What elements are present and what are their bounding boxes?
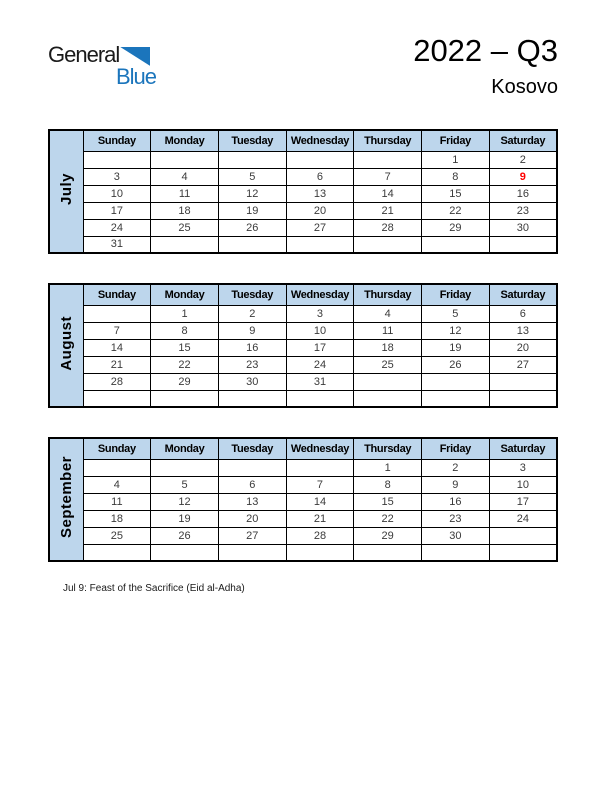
weekday-header-wednesday: Wednesday [286,130,354,151]
day-cell-august-18: 18 [354,339,422,356]
empty-cell [286,390,354,407]
page-title: 2022 – Q3 [413,33,558,68]
week-row [49,305,557,322]
weekday-header-row [49,438,557,459]
empty-cell [286,459,354,476]
weekday-header-friday: Friday [422,284,490,305]
month-label-text: September [57,455,75,539]
day-cell-august-14: 14 [83,339,151,356]
empty-cell [489,390,557,407]
day-cell-july-21: 21 [354,202,422,219]
empty-cell [354,236,422,253]
day-cell-september-26: 26 [151,527,219,544]
week-row [49,151,557,168]
title-block [413,34,558,99]
day-cell-september-8: 8 [354,476,422,493]
day-cell-july-7: 7 [354,168,422,185]
day-cell-september-12: 12 [151,493,219,510]
weekday-header-tuesday: Tuesday [218,284,286,305]
day-cell-september-17: 17 [489,493,557,510]
day-cell-july-25: 25 [151,219,219,236]
day-cell-september-2: 2 [422,459,490,476]
day-cell-july-24: 24 [83,219,151,236]
day-cell-august-25: 25 [354,356,422,373]
weekday-header-wednesday: Wednesday [286,438,354,459]
weekday-header-monday: Monday [151,130,219,151]
empty-cell [354,373,422,390]
empty-cell [218,151,286,168]
empty-cell [83,305,151,322]
day-cell-august-2: 2 [218,305,286,322]
weekday-header-sunday: Sunday [83,284,151,305]
day-cell-august-26: 26 [422,356,490,373]
day-cell-august-5: 5 [422,305,490,322]
day-cell-july-2: 2 [489,151,557,168]
day-cell-july-4: 4 [151,168,219,185]
day-cell-august-6: 6 [489,305,557,322]
weekday-header-saturday: Saturday [489,130,557,151]
weekday-header-monday: Monday [151,438,219,459]
day-cell-september-14: 14 [286,493,354,510]
week-row [49,476,557,493]
day-cell-july-11: 11 [151,185,219,202]
day-cell-august-20: 20 [489,339,557,356]
day-cell-august-16: 16 [218,339,286,356]
day-cell-july-18: 18 [151,202,219,219]
week-row [49,356,557,373]
holiday-note: Jul 9: Feast of the Sacrifice (Eid al-Adha) [63,583,245,594]
weekday-header-thursday: Thursday [354,130,422,151]
weekday-header-row [49,284,557,305]
empty-cell [489,527,557,544]
empty-cell [354,151,422,168]
empty-cell [489,373,557,390]
day-cell-august-27: 27 [489,356,557,373]
day-cell-september-23: 23 [422,510,490,527]
day-cell-august-11: 11 [354,322,422,339]
weekday-header-tuesday: Tuesday [218,130,286,151]
empty-cell [151,544,219,561]
day-cell-july-14: 14 [354,185,422,202]
weekday-header-monday: Monday [151,284,219,305]
week-row [49,493,557,510]
calendar-grid-july [48,129,558,254]
week-row [49,390,557,407]
week-row [49,202,557,219]
empty-cell [83,151,151,168]
day-cell-july-8: 8 [422,168,490,185]
empty-cell [422,373,490,390]
empty-cell [151,459,219,476]
week-row [49,510,557,527]
day-cell-july-22: 22 [422,202,490,219]
day-cell-august-21: 21 [83,356,151,373]
day-cell-september-22: 22 [354,510,422,527]
day-cell-september-9: 9 [422,476,490,493]
empty-cell [218,236,286,253]
month-label-text: August [57,315,75,371]
day-cell-september-5: 5 [151,476,219,493]
day-cell-september-30: 30 [422,527,490,544]
weekday-header-thursday: Thursday [354,284,422,305]
day-cell-september-21: 21 [286,510,354,527]
empty-cell [218,390,286,407]
day-cell-august-15: 15 [151,339,219,356]
day-cell-july-13: 13 [286,185,354,202]
logo-line1 [48,44,156,66]
day-cell-september-3: 3 [489,459,557,476]
day-cell-july-28: 28 [354,219,422,236]
general-blue-logo [48,44,156,88]
day-cell-september-4: 4 [83,476,151,493]
day-cell-august-3: 3 [286,305,354,322]
day-cell-august-4: 4 [354,305,422,322]
day-cell-july-29: 29 [422,219,490,236]
empty-cell [83,544,151,561]
week-row [49,219,557,236]
month-label-text: July [57,172,75,205]
empty-cell [151,151,219,168]
day-cell-july-19: 19 [218,202,286,219]
day-cell-july-30: 30 [489,219,557,236]
weekday-header-friday: Friday [422,130,490,151]
day-cell-august-17: 17 [286,339,354,356]
day-cell-july-17: 17 [83,202,151,219]
day-cell-september-1: 1 [354,459,422,476]
month-table-august [48,283,558,408]
day-cell-september-15: 15 [354,493,422,510]
empty-cell [422,544,490,561]
empty-cell [422,236,490,253]
day-cell-july-3: 3 [83,168,151,185]
empty-cell [83,459,151,476]
empty-cell [489,236,557,253]
day-cell-august-10: 10 [286,322,354,339]
day-cell-july-15: 15 [422,185,490,202]
day-cell-september-20: 20 [218,510,286,527]
day-cell-july-23: 23 [489,202,557,219]
day-cell-september-18: 18 [83,510,151,527]
weekday-header-saturday: Saturday [489,438,557,459]
day-cell-july-31: 31 [83,236,151,253]
day-cell-july-20: 20 [286,202,354,219]
day-cell-july-5: 5 [218,168,286,185]
day-cell-august-9: 9 [218,322,286,339]
day-cell-july-10: 10 [83,185,151,202]
day-cell-july-26: 26 [218,219,286,236]
week-row [49,185,557,202]
logo-text-general: General [48,42,120,67]
day-cell-august-8: 8 [151,322,219,339]
day-cell-august-29: 29 [151,373,219,390]
month-label [49,284,83,407]
day-cell-august-31: 31 [286,373,354,390]
day-cell-august-30: 30 [218,373,286,390]
day-cell-july-9: 9 [489,168,557,185]
day-cell-september-19: 19 [151,510,219,527]
week-row [49,527,557,544]
day-cell-july-16: 16 [489,185,557,202]
weekday-header-row [49,130,557,151]
weekday-header-friday: Friday [422,438,490,459]
empty-cell [489,544,557,561]
empty-cell [422,390,490,407]
day-cell-august-12: 12 [422,322,490,339]
day-cell-september-27: 27 [218,527,286,544]
weekday-header-sunday: Sunday [83,130,151,151]
empty-cell [354,390,422,407]
weekday-header-wednesday: Wednesday [286,284,354,305]
weekday-header-saturday: Saturday [489,284,557,305]
weekday-header-sunday: Sunday [83,438,151,459]
week-row [49,544,557,561]
day-cell-august-24: 24 [286,356,354,373]
day-cell-september-10: 10 [489,476,557,493]
day-cell-september-13: 13 [218,493,286,510]
day-cell-september-6: 6 [218,476,286,493]
week-row [49,339,557,356]
page-subtitle-country: Kosovo [491,76,558,99]
empty-cell [286,544,354,561]
month-table-september [48,437,558,562]
logo-text-blue: Blue [115,64,156,89]
day-cell-july-6: 6 [286,168,354,185]
month-table-july [48,129,558,254]
day-cell-september-28: 28 [286,527,354,544]
empty-cell [286,151,354,168]
day-cell-august-28: 28 [83,373,151,390]
calendar-grid-september [48,437,558,562]
empty-cell [354,544,422,561]
month-label [49,130,83,253]
empty-cell [151,236,219,253]
day-cell-july-12: 12 [218,185,286,202]
weekday-header-tuesday: Tuesday [218,438,286,459]
day-cell-september-16: 16 [422,493,490,510]
day-cell-august-7: 7 [83,322,151,339]
week-row [49,236,557,253]
weekday-header-thursday: Thursday [354,438,422,459]
day-cell-september-7: 7 [286,476,354,493]
empty-cell [286,236,354,253]
day-cell-september-11: 11 [83,493,151,510]
empty-cell [151,390,219,407]
week-row [49,459,557,476]
day-cell-september-25: 25 [83,527,151,544]
calendar-grid-august [48,283,558,408]
day-cell-august-1: 1 [151,305,219,322]
day-cell-august-19: 19 [422,339,490,356]
week-row [49,373,557,390]
day-cell-august-22: 22 [151,356,219,373]
empty-cell [218,459,286,476]
empty-cell [83,390,151,407]
day-cell-september-24: 24 [489,510,557,527]
week-row [49,168,557,185]
day-cell-july-27: 27 [286,219,354,236]
day-cell-august-23: 23 [218,356,286,373]
day-cell-august-13: 13 [489,322,557,339]
empty-cell [218,544,286,561]
day-cell-july-1: 1 [422,151,490,168]
week-row [49,322,557,339]
month-label [49,438,83,561]
day-cell-september-29: 29 [354,527,422,544]
